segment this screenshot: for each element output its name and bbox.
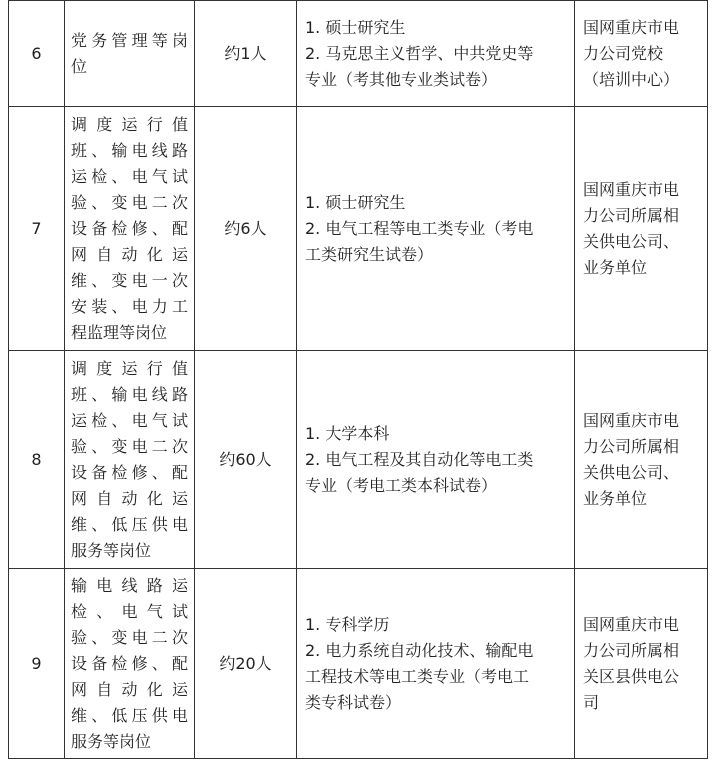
- headcount-cell: 约20人: [195, 569, 297, 759]
- table-row: [9, 569, 708, 759]
- position-cell: 党务管理等岗 位: [65, 1, 195, 107]
- row-number: 6: [9, 1, 65, 107]
- headcount-cell: 约6人: [195, 107, 297, 351]
- headcount-cell: 约60人: [195, 351, 297, 569]
- unit-cell: 国网重庆市电 力公司所属相 关区县供电公 司: [575, 569, 708, 759]
- requirements-cell: 1. 硕士研究生 2. 电气工程等电工类专业（考电 工类研究生试卷）: [297, 107, 575, 351]
- row-number: 8: [9, 351, 65, 569]
- requirements-cell: 1. 专科学历 2. 电力系统自动化技术、输配电 工程技术等电工类专业（考电工 类专科试卷）: [297, 569, 575, 759]
- recruitment-table: [8, 0, 708, 759]
- unit-cell: 国网重庆市电 力公司所属相 关供电公司、 业务单位: [575, 107, 708, 351]
- table-row: [9, 107, 708, 351]
- unit-cell: 国网重庆市电 力公司所属相 关供电公司、 业务单位: [575, 351, 708, 569]
- position-cell: 调度运行值 班、输电线路 运检、电气试 验、变电二次 设备检修、配 网自动化运 维、变电一次 安装、电力工 程监理等岗位: [65, 107, 195, 351]
- headcount-cell: 约1人: [195, 1, 297, 107]
- unit-cell: 国网重庆市电 力公司党校 （培训中心）: [575, 1, 708, 107]
- table-row: [9, 351, 708, 569]
- requirements-cell: 1. 硕士研究生 2. 马克思主义哲学、中共党史等 专业（考其他专业类试卷）: [297, 1, 575, 107]
- requirements-cell: 1. 大学本科 2. 电气工程及其自动化等电工类 专业（考电工类本科试卷）: [297, 351, 575, 569]
- position-cell: 调度运行值 班、输电线路 运检、电气试 验、变电二次 设备检修、配 网自动化运 维、低压供电 服务等岗位: [65, 351, 195, 569]
- table-row: [9, 1, 708, 107]
- position-cell: 输电线路运 检、电气试 验、变电二次 设备检修、配 网自动化运 维、低压供电 服务等岗位: [65, 569, 195, 759]
- row-number: 9: [9, 569, 65, 759]
- row-number: 7: [9, 107, 65, 351]
